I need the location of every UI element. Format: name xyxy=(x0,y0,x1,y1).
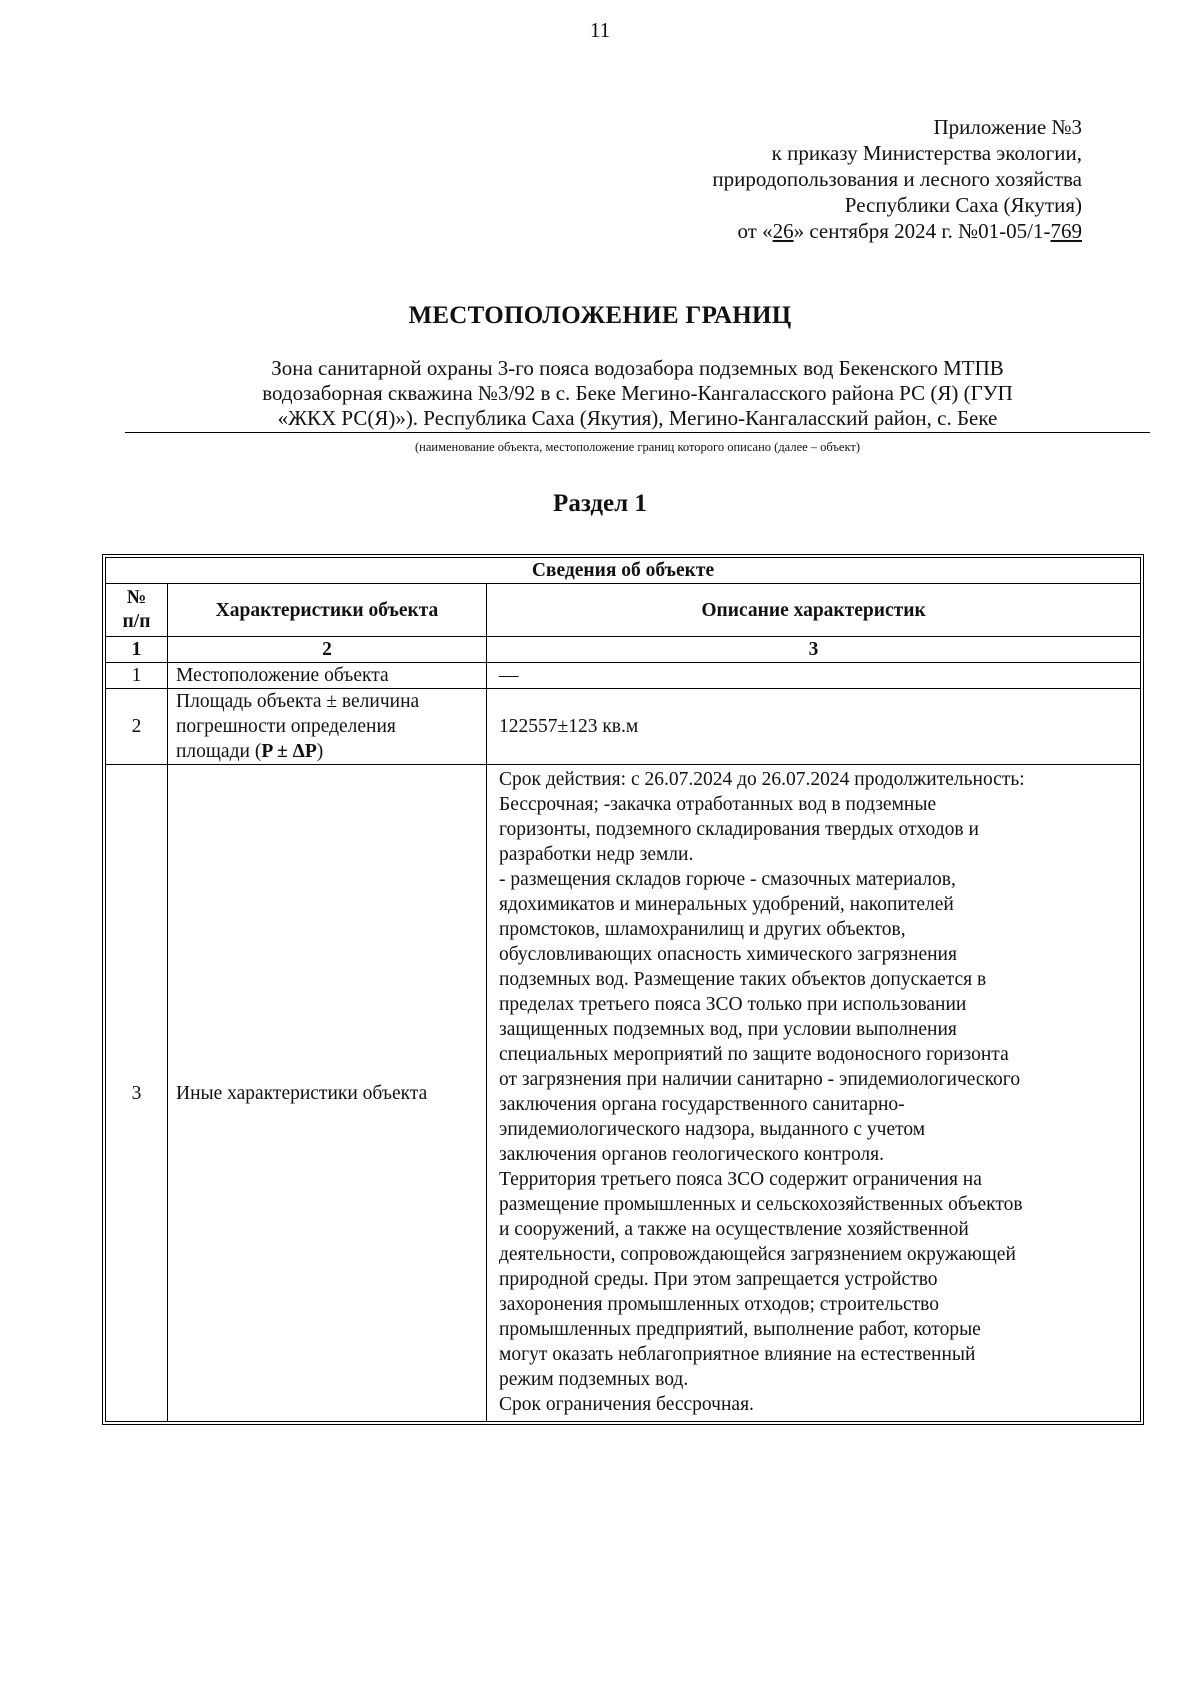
appendix-date-line xyxy=(712,218,1082,244)
row-number: 2 xyxy=(106,689,168,765)
object-name-line: «ЖКХ РС(Я)»). Республика Саха (Якутия), Мегино-Кангаласский район, с. Беке xyxy=(277,406,998,430)
appendix-republic: Республики Саха (Якутия) xyxy=(844,193,1082,217)
appendix-date-day: 26 xyxy=(772,219,794,243)
row-characteristic-line: погрешности определения xyxy=(176,716,396,737)
section-title: Раздел 1 xyxy=(553,490,647,517)
row-characteristic: Местоположение объекта xyxy=(168,663,487,689)
header-number xyxy=(106,584,168,637)
area-formula: P ± ΔP xyxy=(261,741,317,762)
row-description: — xyxy=(487,663,1141,689)
table-caption: Сведения об объекте xyxy=(106,558,1141,584)
appendix-date-mid: » сентября 2024 г. №01-05/1- xyxy=(793,219,1051,243)
object-caption: (наименование объекта, местоположение границ которого описано (далее – объект) xyxy=(414,440,861,454)
row-characteristic-line: Площадь объекта ± величина xyxy=(176,691,420,712)
appendix-title: Приложение №3 xyxy=(933,115,1082,139)
object-name-line: водозаборная скважина №3/92 в с. Беке Мегино-Кангаласского района РС (Я) (ГУП xyxy=(262,381,1013,405)
appendix-order-ref: к приказу Министерства экологии, xyxy=(771,141,1082,165)
column-index: 1 xyxy=(106,637,168,663)
column-index: 3 xyxy=(487,637,1141,663)
object-name xyxy=(125,356,1150,433)
row-characteristic: Иные характеристики объекта xyxy=(168,765,487,1422)
header-number-abbr: п/п xyxy=(122,611,151,632)
table-header-row xyxy=(106,584,1141,637)
appendix-date-prefix: от « xyxy=(737,219,773,243)
column-index: 2 xyxy=(168,637,487,663)
object-info-table-frame xyxy=(102,554,1144,1425)
header-description: Описание характеристик xyxy=(487,584,1141,637)
row-characteristic-text: ) xyxy=(316,741,324,762)
row-characteristic xyxy=(168,689,487,765)
row-number: 1 xyxy=(106,663,168,689)
object-name-line: Зона санитарной охраны 3-го пояса водозабора подземных вод Бекенского МТПВ xyxy=(271,356,1004,380)
row-characteristic-text: площади ( xyxy=(176,741,262,762)
appendix-order-number: 769 xyxy=(1050,219,1082,243)
row-number: 3 xyxy=(106,765,168,1422)
row-description: 122557±123 кв.м xyxy=(487,689,1141,765)
table-row xyxy=(106,689,1141,765)
object-info-table xyxy=(105,557,1141,1422)
table-caption-row xyxy=(106,558,1141,584)
appendix-ministry: природопользования и лесного хозяйства xyxy=(712,167,1082,191)
row-description: Срок действия: с 26.07.2024 до 26.07.2024 продолжительность: Бессрочная; -закачка отработанных вод в подземные горизонты, подземного складирования твердых отходов и разработки недр земли. - размещения складов горюче - смазочных материалов, ядохимикатов и минеральных удобрений, накопителей промстоков, шламохранилищ и других объектов, обусловливающих опасность химического загрязнения подземных вод. Размещение таких объектов допускается в пределах третьего пояса ЗСО только при использовании защищенных подземных вод, при условии выполнения специальных мероприятий по защите водоносного горизонта от загрязнения при наличии санитарно - эпидемиологического заключения органа государственного санитарно- эпидемиологического надзора, выданного с учетом заключения органов геологического контроля. Территория третьего пояса ЗСО содержит ограничения на размещение промышленных и сельскохозяйственных объектов и сооружений, а также на осуществление хозяйственной деятельности, сопровождающейся загрязнением окружающей природной среды. При этом запрещается устройство захоронения промышленных отходов; строительство промышленных предприятий, выполнение работ, которые могут оказать неблагоприятное влияние на естественный режим подземных вод. Срок ограничения бессрочная. xyxy=(487,765,1141,1422)
appendix-block xyxy=(712,114,1082,244)
row-characteristic-line xyxy=(176,739,478,764)
header-characteristic: Характеристики объекта xyxy=(168,584,487,637)
main-title: МЕСТОПОЛОЖЕНИЕ ГРАНИЦ xyxy=(408,302,792,329)
header-number-symbol: № xyxy=(126,587,147,608)
table-row xyxy=(106,663,1141,689)
table-row xyxy=(106,765,1141,1422)
page-number: 11 xyxy=(589,18,611,42)
column-index-row xyxy=(106,637,1141,663)
